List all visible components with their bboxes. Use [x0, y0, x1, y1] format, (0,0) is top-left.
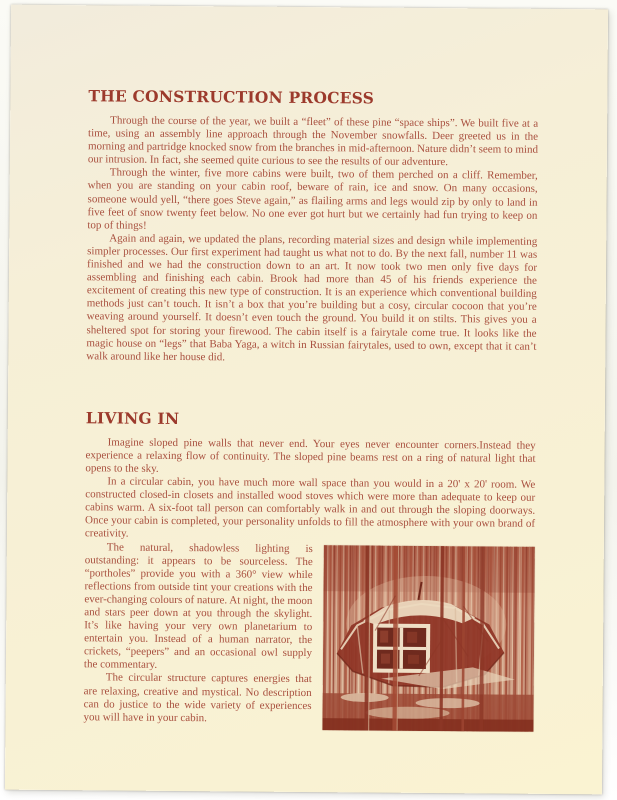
paragraph: Through the course of the year, we built a “fleet” of these pine “space ships”. We built five at a time, using an assembly line approach through the November snowfalls. Deer greeted us in the morning and partridge knocked snow from the branches in mid-afternoon. Nature didn’t seem to mind our intrusion. In fact, she seemed quite curious to see the results of our adventure. [87, 114, 539, 169]
photo-text-wrap [83, 541, 535, 738]
cabin-forest-photo [322, 545, 534, 732]
living-in-heading: LIVING IN [85, 408, 180, 428]
paragraph: In a circular cabin, you have much more wall space than you would in a 20' x 20' room. We constructed closed-in closets and installed wood stoves which were more than adequate to keep our cabins warm. A six-foot tall person can comfortably walk in and out through the sloping doorways. Once your cabin is completed, your personality unfolds to fill the atmosphere with your own brand of creativity. [84, 475, 536, 541]
scanned-page [5, 5, 608, 795]
section-living-in [83, 408, 536, 737]
paragraph: Imagine sloped pine walls that never end. Your eyes never encounter corners.Instead they experience a relaxing flow of continuity. The sloped pine beams rest on a ring of natural light that opens to the sky. [85, 436, 536, 475]
paragraph: Again and again, we updated the plans, recording material sizes and design while implementing simpler processes. Our first experiment had taught us what not to do. By the next fall, number 11 was finished and we had the construction down to an art. It now took two men only five days for assembling and finishing each cabin. Brook had more than 45 of his friends experience the excitement of creating this new type of construction. It is an experience which conventional building methods just can’t touch. It isn’t a box that you’re building but a cosy, circular cocoon that you’re weaving around yourself. It doesn’t even touch the ground. You build it on stilts. This gives you a sheltered spot for storing your firewood. The cabin itself is a fairytale come true. It looks like the magic house on “legs” that Baba Yaga, a witch in Russian fairytales, used to own, except that it can’t walk around like her house did. [86, 232, 538, 364]
construction-process-heading: THE CONSTRUCTION PROCESS [88, 86, 375, 108]
paragraph: Through the winter, five more cabins were built, two of them perched on a cliff. Remember, when you are standing on your cabin roof, beware of rain, ice and snow. On many occasions, someone would yell, “there goes Steve again,” as flailing arms and legs would zip by only to land in five feet of snow twenty feet below. No one ever got hurt but we certainly had fun trying to keep on top of things! [87, 166, 538, 232]
paragraph: The circular structure captures energies that are relaxing, creative and mystical. No description can do justice to the wide variety of experiences you will have in your cabin. [83, 671, 312, 724]
section-construction-process [86, 86, 538, 366]
photo-cabin-window [373, 623, 430, 672]
paragraph: The natural, shadowless lighting is outstanding: it appears to be sourceless. The “portholes” provide you with a 360° view while reflections from outside tint your creations with the ever-changing colours of nature. At night, the moon and stars peer down at you through the skylight. It’s like having your very own planetarium to entertain you. Instead of a human narrator, the crickets, “peepers” and an occasional owl supply the commentary. [83, 540, 313, 672]
